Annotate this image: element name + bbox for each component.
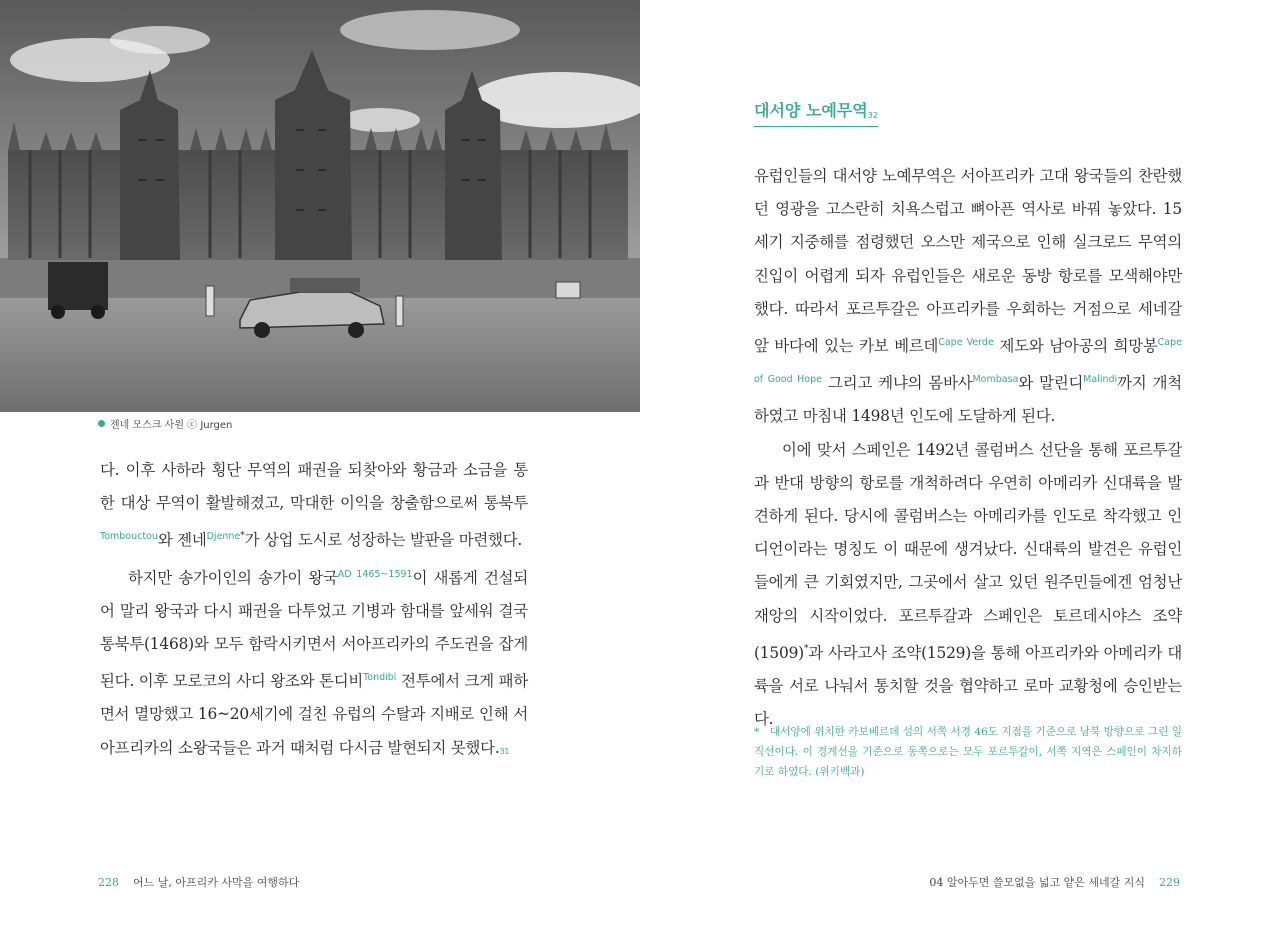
section-heading [754, 98, 878, 127]
caption-text: 젠네 모스크 사원 ⓒ Jurgen [110, 420, 233, 431]
footnote-asterisk: * [240, 531, 245, 542]
text-run: 전투에서 크게 패하면서 멸망했고 16~20세기에 걸친 유럽의 수탈과 지배로 인해 서아프리카의 소왕국들은 과거 때처럼 다시금 발현되지 못했다. [100, 672, 528, 757]
text-run: 와 말린디 [1018, 374, 1084, 393]
foreign-gloss: Tombouctou [100, 531, 158, 543]
text-run: 제도와 남아공의 희망봉 [993, 337, 1158, 356]
bullet-dot-icon [98, 420, 105, 427]
text-run: 과 사라고사 조약(1529)을 통해 아프리카와 아메리카 대륙을 서로 나눠서 통치할 것을 협약하고 로마 교황청에 승인받는다. [754, 643, 1182, 729]
right-page [640, 0, 1280, 948]
foreign-gloss: Djenne [206, 531, 241, 543]
right-body-text [754, 160, 1182, 736]
text-run: 와 젠네 [157, 531, 207, 550]
right-paragraph-2 [754, 434, 1182, 737]
left-folio [98, 874, 299, 890]
left-paragraph-2 [100, 558, 528, 768]
foreign-gloss: Cape Verde [938, 337, 994, 349]
foreign-gloss: AD 1465~1591 [337, 568, 413, 580]
page-number: 228 [98, 876, 119, 889]
footnote: * 대서양에 위치한 카보베르데 섬의 서쪽 서경 46도 지점을 기준으로 남북 방향으로 그린 일직선이다. 이 경계선을 기준으로 동쪽으로는 모두 포르투갈이, 서쪽 지역은 스페인이 차지하기로 하였다. (위키백과) [754, 726, 1182, 778]
text-run: 이에 맞서 스페인은 1492년 콜럼버스 선단을 통해 포르투갈과 반대 방향의 항로를 개척하려다 우연히 아메리카 신대륙을 발견하게 된다. 당시에 콜럼버스는 아메리카를 인도로 착각했고 인디언이라는 명칭도 이 때문에 생겨났다. 신대륙의 발견은 유럽인들에게 큰 기회였지만, 그곳에서 살고 있던 원주민들에겐 엄청난 재앙의 시작이었다. 포르투갈과 스페인은 토르데시야스 조약(1509) [754, 440, 1182, 662]
foreign-gloss: Tondibi [363, 672, 397, 684]
mosque-photo [0, 0, 640, 412]
section-heading-text: 대서양 노예무역 [754, 101, 868, 120]
foreign-gloss: Malindi [1083, 374, 1118, 386]
left-paragraph-1 [100, 454, 528, 558]
right-paragraph-1 [754, 160, 1182, 434]
photo-caption [98, 416, 232, 431]
text-run: 그리고 케냐의 몸바사 [821, 374, 973, 393]
text-run: 까지 개척하였고 마침내 1498년 인도에 도달하게 된다. [754, 374, 1182, 426]
heading-note-number: 32 [867, 111, 878, 120]
left-body-text [100, 454, 528, 768]
text-run: 가 상업 도시로 성장하는 발판을 마련했다. [244, 531, 523, 550]
page-number: 229 [1159, 876, 1180, 889]
text-run: 다. 이후 사하라 횡단 무역의 패권을 되찾아와 황금과 소금을 통한 대상 무역이 활발해졌고, 막대한 이익을 창출함으로써 통북투 [100, 461, 528, 513]
foreign-gloss: Cape of Good Hope [754, 337, 1182, 386]
chapter-title: 04 알아두면 쓸모없을 넓고 얕은 세네갈 지식 [929, 876, 1145, 889]
footnote-asterisk: * [803, 643, 809, 654]
text-run: 이 새롭게 건설되어 말리 왕국과 다시 패권을 다투었고 기병과 함대를 앞세워 결국 통북투(1468)와 모두 함락시키면서 서아프리카의 주도권을 잡게 된다. 이후 모로코의 사디 왕조와 톤디비 [100, 568, 528, 691]
foreign-gloss: Mombasa [972, 374, 1019, 386]
endnote-ref: 31 [499, 746, 510, 756]
text-run: 하지만 송가이인의 송가이 왕국 [128, 568, 338, 587]
right-folio [929, 874, 1180, 890]
text-run: 유럽인들의 대서양 노예무역은 서아프리카 고대 왕국들의 찬란했던 영광을 고스란히 치욕스럽고 뼈아픈 역사로 바꿔 놓았다. 15세기 지중해를 점령했던 오스만 제국으로 인해 실크로드 무역의 진입이 어렵게 되자 유럽인들은 새로운 동방 항로를 모색해야만 했다. 따라서 포르투갈은 아프리카를 우회하는 거점으로 세네갈 앞 바다에 있는 카보 베르데 [754, 167, 1182, 356]
book-title: 어느 날, 아프리카 사막을 여행하다 [133, 876, 300, 889]
